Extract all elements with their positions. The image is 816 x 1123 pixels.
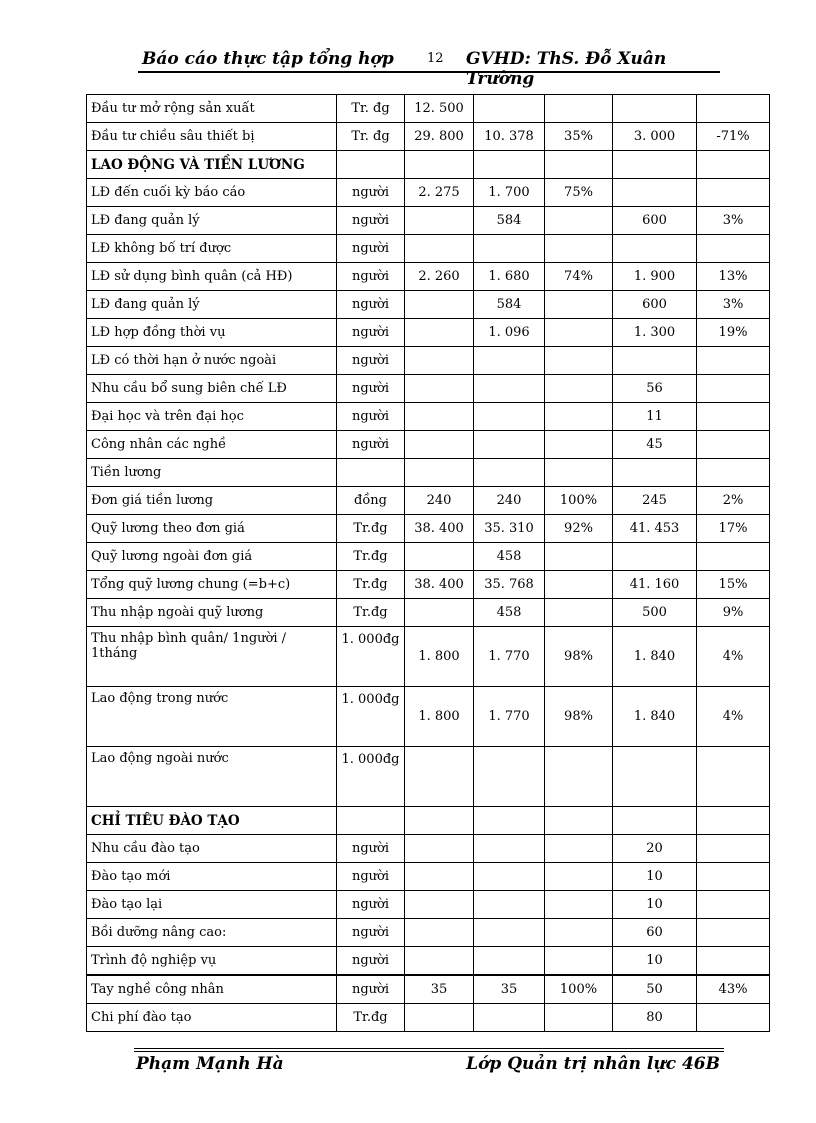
value-change: [697, 747, 770, 807]
value-change: [697, 375, 770, 403]
page-number: 12: [427, 51, 444, 66]
value-next-plan: 56: [613, 375, 697, 403]
row-label: Bồi dưỡng nâng cao:: [87, 919, 337, 947]
value-next-plan: 1. 300: [613, 319, 697, 347]
value-change: [697, 151, 770, 179]
row-unit: Tr.đg: [337, 1004, 405, 1032]
value-next-plan: [613, 459, 697, 487]
value-ratio: [545, 459, 613, 487]
value-change: 19%: [697, 319, 770, 347]
row-label: Đào tạo lại: [87, 891, 337, 919]
value-plan: [405, 151, 474, 179]
value-plan: 1. 800: [405, 627, 474, 687]
value-ratio: [545, 919, 613, 947]
value-actual: [474, 807, 545, 835]
row-unit: 1. 000đg: [337, 687, 405, 747]
value-change: 3%: [697, 291, 770, 319]
table-row: [87, 599, 770, 627]
author-name: Phạm Mạnh Hà: [136, 1054, 284, 1074]
value-ratio: [545, 863, 613, 891]
table-row: [87, 207, 770, 235]
value-ratio: [545, 543, 613, 571]
value-ratio: 100%: [545, 975, 613, 1004]
footer-rule-bottom: [134, 1051, 724, 1052]
row-label: LĐ hợp đồng thời vụ: [87, 319, 337, 347]
value-plan: [405, 207, 474, 235]
table-row: [87, 431, 770, 459]
row-label: Quỹ lương theo đơn giá: [87, 515, 337, 543]
value-actual: 584: [474, 207, 545, 235]
table-row: [87, 947, 770, 976]
value-next-plan: 80: [613, 1004, 697, 1032]
value-next-plan: [613, 543, 697, 571]
value-change: 13%: [697, 263, 770, 291]
value-ratio: [545, 747, 613, 807]
value-next-plan: 600: [613, 291, 697, 319]
supervisor-name: GVHD: ThS. Đỗ Xuân Trường: [466, 49, 667, 89]
row-label: Lao động ngoài nước: [87, 747, 337, 807]
row-label: LAO ĐỘNG VÀ TIỀN LƯƠNG: [87, 151, 337, 179]
value-actual: 10. 378: [474, 123, 545, 151]
value-change: 17%: [697, 515, 770, 543]
value-plan: 38. 400: [405, 515, 474, 543]
table-row: [87, 347, 770, 375]
value-next-plan: [613, 151, 697, 179]
value-ratio: 74%: [545, 263, 613, 291]
value-next-plan: 50: [613, 975, 697, 1004]
value-actual: [474, 947, 545, 976]
value-next-plan: 20: [613, 835, 697, 863]
row-unit: người: [337, 863, 405, 891]
row-label: Lao động trong nước: [87, 687, 337, 747]
value-ratio: [545, 95, 613, 123]
value-plan: [405, 431, 474, 459]
value-actual: [474, 95, 545, 123]
value-ratio: [545, 599, 613, 627]
value-plan: [405, 235, 474, 263]
row-unit: [337, 807, 405, 835]
table-row: [87, 747, 770, 807]
value-next-plan: [613, 235, 697, 263]
row-label: LĐ sử dụng bình quân (cả HĐ): [87, 263, 337, 291]
value-change: [697, 891, 770, 919]
value-next-plan: 3. 000: [613, 123, 697, 151]
row-unit: Tr.đg: [337, 571, 405, 599]
table-row: [87, 375, 770, 403]
value-next-plan: 45: [613, 431, 697, 459]
value-change: [697, 835, 770, 863]
value-plan: [405, 459, 474, 487]
row-unit: Tr.đg: [337, 599, 405, 627]
row-label: Đào tạo mới: [87, 863, 337, 891]
value-ratio: [545, 375, 613, 403]
row-label: CHỈ TIÊU ĐÀO TẠO: [87, 807, 337, 835]
value-change: [697, 403, 770, 431]
value-next-plan: 60: [613, 919, 697, 947]
table-row: [87, 179, 770, 207]
value-actual: [474, 891, 545, 919]
value-actual: [474, 235, 545, 263]
table-row: [87, 123, 770, 151]
row-unit: [337, 151, 405, 179]
value-actual: 1. 770: [474, 687, 545, 747]
value-next-plan: 10: [613, 947, 697, 976]
value-next-plan: 10: [613, 863, 697, 891]
value-plan: 35: [405, 975, 474, 1004]
value-ratio: 98%: [545, 687, 613, 747]
value-actual: 35. 768: [474, 571, 545, 599]
table-row: [87, 919, 770, 947]
table-row: [87, 263, 770, 291]
value-actual: [474, 835, 545, 863]
row-unit: người: [337, 319, 405, 347]
value-actual: [474, 919, 545, 947]
value-ratio: [545, 291, 613, 319]
row-label: Thu nhập bình quân/ 1người / 1tháng: [87, 627, 337, 687]
table-row: [87, 95, 770, 123]
value-plan: [405, 1004, 474, 1032]
value-next-plan: [613, 179, 697, 207]
value-actual: 458: [474, 599, 545, 627]
row-unit: Tr. đg: [337, 95, 405, 123]
table-row: [87, 891, 770, 919]
value-ratio: 100%: [545, 487, 613, 515]
value-actual: 35: [474, 975, 545, 1004]
table-row: [87, 571, 770, 599]
value-ratio: 35%: [545, 123, 613, 151]
value-plan: 2. 275: [405, 179, 474, 207]
table-row: [87, 687, 770, 747]
value-change: 3%: [697, 207, 770, 235]
row-label: LĐ đang quản lý: [87, 207, 337, 235]
value-ratio: [545, 835, 613, 863]
table-row: [87, 863, 770, 891]
row-unit: Tr.đg: [337, 543, 405, 571]
value-next-plan: [613, 807, 697, 835]
value-actual: 1. 096: [474, 319, 545, 347]
value-next-plan: [613, 95, 697, 123]
table-row: [87, 151, 770, 179]
value-plan: [405, 835, 474, 863]
value-next-plan: 41. 160: [613, 571, 697, 599]
value-change: 43%: [697, 975, 770, 1004]
value-plan: 1. 800: [405, 687, 474, 747]
value-change: [697, 1004, 770, 1032]
row-label: Đầu tư mở rộng sản xuất: [87, 95, 337, 123]
value-actual: 1. 700: [474, 179, 545, 207]
table-row: [87, 403, 770, 431]
table-row: [87, 459, 770, 487]
row-label: Tiền lương: [87, 459, 337, 487]
value-actual: [474, 747, 545, 807]
value-change: [697, 235, 770, 263]
value-next-plan: 1. 840: [613, 687, 697, 747]
report-table-body: [87, 95, 770, 1032]
value-change: 4%: [697, 687, 770, 747]
value-change: 2%: [697, 487, 770, 515]
value-plan: [405, 543, 474, 571]
table-row: [87, 807, 770, 835]
value-plan: [405, 319, 474, 347]
value-ratio: [545, 807, 613, 835]
row-unit: Tr. đg: [337, 123, 405, 151]
table-row: [87, 291, 770, 319]
value-actual: 458: [474, 543, 545, 571]
row-unit: người: [337, 179, 405, 207]
value-plan: [405, 347, 474, 375]
row-label: Tổng quỹ lương chung (=b+c): [87, 571, 337, 599]
row-label: Nhu cầu đào tạo: [87, 835, 337, 863]
value-change: -71%: [697, 123, 770, 151]
row-unit: người: [337, 291, 405, 319]
row-label: Nhu cầu bổ sung biên chế LĐ: [87, 375, 337, 403]
value-actual: [474, 863, 545, 891]
value-change: [697, 347, 770, 375]
value-ratio: [545, 235, 613, 263]
value-actual: [474, 1004, 545, 1032]
row-label: Công nhân các nghề: [87, 431, 337, 459]
value-change: [697, 459, 770, 487]
row-label: Trình độ nghiệp vụ: [87, 947, 337, 976]
value-ratio: [545, 1004, 613, 1032]
value-plan: 38. 400: [405, 571, 474, 599]
row-unit: người: [337, 347, 405, 375]
value-plan: [405, 599, 474, 627]
value-plan: 2. 260: [405, 263, 474, 291]
row-unit: 1. 000đg: [337, 627, 405, 687]
row-unit: người: [337, 263, 405, 291]
value-ratio: [545, 891, 613, 919]
value-actual: 35. 310: [474, 515, 545, 543]
page-footer: [134, 1048, 724, 1078]
value-ratio: [545, 347, 613, 375]
footer-rule-top: [134, 1048, 724, 1049]
table-row: [87, 319, 770, 347]
value-plan: 240: [405, 487, 474, 515]
report-title: Báo cáo thực tập tổng hợp: [142, 49, 394, 69]
value-next-plan: [613, 747, 697, 807]
header-rule: [138, 71, 720, 73]
value-next-plan: [613, 347, 697, 375]
row-unit: người: [337, 835, 405, 863]
value-change: 4%: [697, 627, 770, 687]
value-change: 9%: [697, 599, 770, 627]
value-ratio: [545, 151, 613, 179]
value-plan: 29. 800: [405, 123, 474, 151]
value-actual: 1. 680: [474, 263, 545, 291]
row-unit: [337, 459, 405, 487]
value-next-plan: 10: [613, 891, 697, 919]
row-label: LĐ đang quản lý: [87, 291, 337, 319]
table-row: [87, 515, 770, 543]
value-change: [697, 947, 770, 976]
table-row: [87, 235, 770, 263]
value-change: [697, 95, 770, 123]
value-actual: [474, 403, 545, 431]
value-change: [697, 179, 770, 207]
table-row: [87, 1004, 770, 1032]
class-name: Lớp Quản trị nhân lực 46B: [466, 1054, 720, 1074]
row-label: Chi phí đào tạo: [87, 1004, 337, 1032]
value-plan: [405, 291, 474, 319]
value-plan: [405, 947, 474, 976]
row-unit: người: [337, 947, 405, 976]
value-change: [697, 431, 770, 459]
value-change: [697, 807, 770, 835]
row-unit: đồng: [337, 487, 405, 515]
value-next-plan: 500: [613, 599, 697, 627]
value-ratio: 98%: [545, 627, 613, 687]
value-change: 15%: [697, 571, 770, 599]
row-unit: người: [337, 919, 405, 947]
value-next-plan: 1. 840: [613, 627, 697, 687]
value-next-plan: 600: [613, 207, 697, 235]
value-plan: [405, 807, 474, 835]
value-ratio: 75%: [545, 179, 613, 207]
value-ratio: [545, 571, 613, 599]
value-next-plan: 1. 900: [613, 263, 697, 291]
value-actual: 1. 770: [474, 627, 545, 687]
row-label: Quỹ lương ngoài đơn giá: [87, 543, 337, 571]
value-plan: [405, 747, 474, 807]
value-actual: [474, 431, 545, 459]
row-unit: người: [337, 975, 405, 1004]
value-ratio: [545, 947, 613, 976]
value-plan: [405, 403, 474, 431]
value-next-plan: 41. 453: [613, 515, 697, 543]
value-plan: [405, 891, 474, 919]
value-ratio: [545, 207, 613, 235]
page-header: [138, 47, 720, 89]
row-unit: người: [337, 891, 405, 919]
table-row: [87, 627, 770, 687]
row-label: Tay nghề công nhân: [87, 975, 337, 1004]
value-next-plan: 11: [613, 403, 697, 431]
value-change: [697, 863, 770, 891]
row-unit: 1. 000đg: [337, 747, 405, 807]
value-plan: 12. 500: [405, 95, 474, 123]
value-ratio: [545, 431, 613, 459]
value-plan: [405, 919, 474, 947]
row-label: Đơn giá tiền lương: [87, 487, 337, 515]
value-change: [697, 543, 770, 571]
table-row: [87, 543, 770, 571]
value-ratio: [545, 403, 613, 431]
table-row: [87, 835, 770, 863]
value-actual: [474, 347, 545, 375]
row-unit: Tr.đg: [337, 515, 405, 543]
value-actual: [474, 151, 545, 179]
value-actual: 240: [474, 487, 545, 515]
row-label: LĐ có thời hạn ở nước ngoài: [87, 347, 337, 375]
row-label: Thu nhập ngoài quỹ lương: [87, 599, 337, 627]
value-next-plan: 245: [613, 487, 697, 515]
row-unit: người: [337, 403, 405, 431]
row-label: Đầu tư chiều sâu thiết bị: [87, 123, 337, 151]
row-unit: người: [337, 207, 405, 235]
row-label: LĐ đến cuối kỳ báo cáo: [87, 179, 337, 207]
value-actual: 584: [474, 291, 545, 319]
row-label: Đại học và trên đại học: [87, 403, 337, 431]
value-ratio: [545, 319, 613, 347]
value-actual: [474, 459, 545, 487]
row-unit: người: [337, 431, 405, 459]
value-change: [697, 919, 770, 947]
row-unit: người: [337, 375, 405, 403]
row-unit: người: [337, 235, 405, 263]
table-row: [87, 975, 770, 1004]
table-row: [87, 487, 770, 515]
value-ratio: 92%: [545, 515, 613, 543]
row-label: LĐ không bố trí được: [87, 235, 337, 263]
value-plan: [405, 863, 474, 891]
report-table: [86, 94, 770, 1032]
value-plan: [405, 375, 474, 403]
value-actual: [474, 375, 545, 403]
